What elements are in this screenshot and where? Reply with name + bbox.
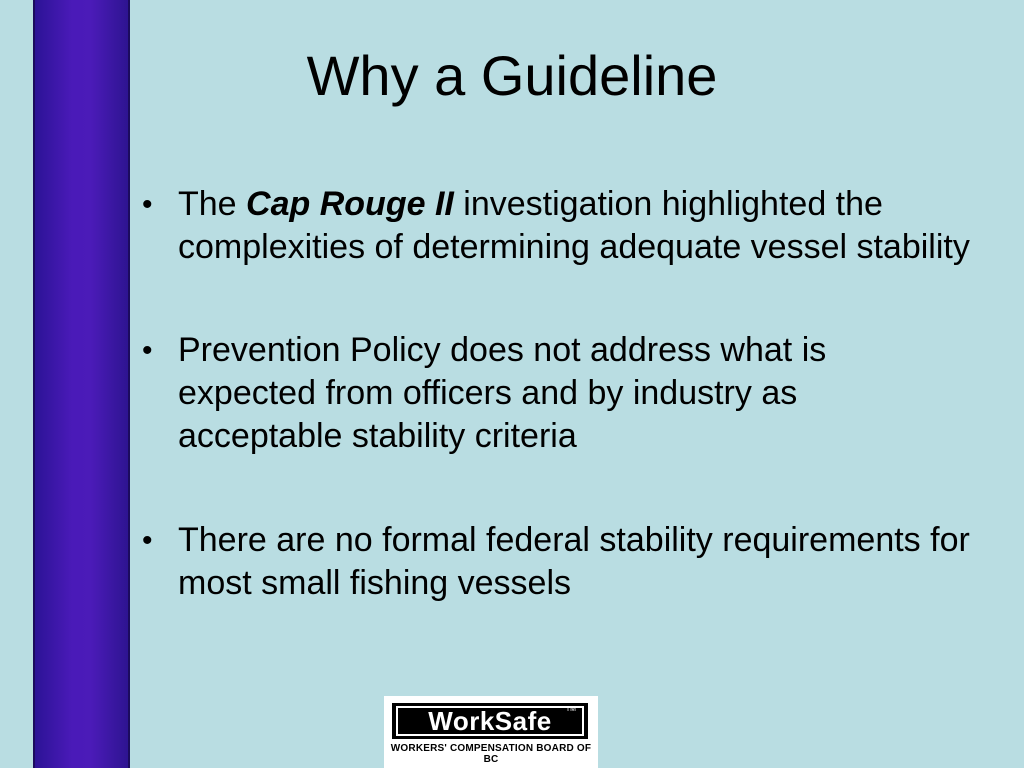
bullet-text: Prevention Policy does not address what is expected from officers and by industry as acceptable stability criteria <box>178 331 827 455</box>
bullet-lead-text: The <box>178 185 237 223</box>
bullet-text: There are no formal federal stability requirements for most small fishing vessels <box>178 521 970 602</box>
bullet-item <box>140 329 970 458</box>
bullet-icon: • <box>142 524 153 557</box>
logo-wordmark: WorkSafe <box>428 706 552 736</box>
logo-wordmark-panel <box>392 703 588 739</box>
logo-wordmark-border <box>396 706 584 736</box>
bullet-item <box>140 183 970 269</box>
logo-subtitle: WORKERS' COMPENSATION BOARD OF BC <box>390 743 592 765</box>
bullet-rest-text: investigation highlighted the complexities of determining adequate vessel stability <box>178 185 970 266</box>
bullet-emphasis-text: Cap Rouge II <box>246 185 454 223</box>
slide-title-text: Why a Guideline <box>306 44 718 107</box>
bullet-icon: • <box>142 188 153 221</box>
bullet-item <box>140 519 970 605</box>
decorative-sidebar <box>33 0 130 768</box>
worksafe-logo <box>384 696 598 768</box>
bullet-icon: • <box>142 334 153 367</box>
logo-trademark: TM <box>565 706 576 713</box>
slide-title <box>0 40 1024 112</box>
bullet-list <box>140 183 970 605</box>
